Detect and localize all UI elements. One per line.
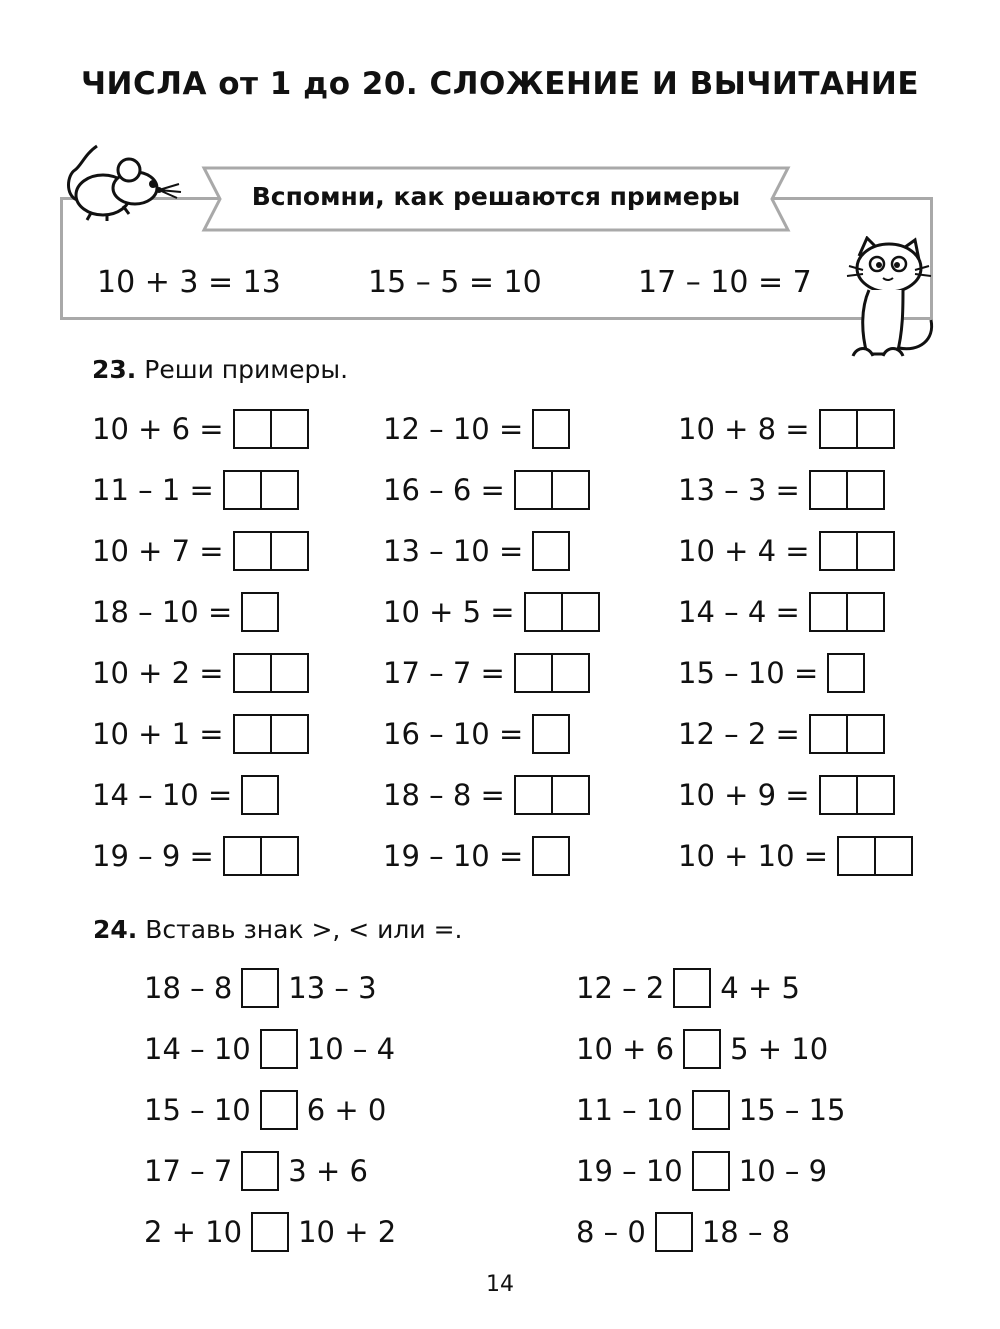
answer-box-two-digit[interactable] <box>233 653 309 693</box>
task-23-heading <box>92 355 348 384</box>
problem-23-2-6 <box>383 713 570 755</box>
hint-example-1: 10 + 3 = 13 <box>97 265 281 300</box>
task-23-text: Реши примеры. <box>144 355 349 384</box>
problem-23-1-4 <box>92 591 279 633</box>
problem-expression: 14 – 4 = <box>678 595 800 629</box>
problem-expression: 10 + 4 = <box>678 534 810 568</box>
problem-23-3-6 <box>678 713 885 755</box>
sign-box[interactable] <box>251 1212 289 1252</box>
answer-box-one-digit[interactable] <box>532 714 570 754</box>
task-24-text: Вставь знак >, < или =. <box>145 915 463 944</box>
problem-23-3-4 <box>678 591 885 633</box>
problem-23-3-1 <box>678 408 895 450</box>
answer-box-two-digit[interactable] <box>233 714 309 754</box>
comparison-24-1-1 <box>144 967 377 1009</box>
problem-expression: 12 – 2 = <box>678 717 800 751</box>
sign-box[interactable] <box>241 1151 279 1191</box>
problem-expression: 10 + 7 = <box>92 534 224 568</box>
problem-expression: 10 + 8 = <box>678 412 810 446</box>
problem-expression: 12 – 10 = <box>383 412 524 446</box>
answer-box-two-digit[interactable] <box>223 836 299 876</box>
mouse-illustration <box>63 140 193 225</box>
comparison-right: 3 + 6 <box>288 1154 368 1188</box>
problem-23-3-2 <box>678 469 885 511</box>
comparison-24-2-3 <box>576 1089 846 1131</box>
comparison-right: 10 – 4 <box>306 1032 396 1066</box>
answer-box-two-digit[interactable] <box>809 592 885 632</box>
problem-23-1-2 <box>92 469 299 511</box>
answer-box-two-digit[interactable] <box>514 775 590 815</box>
sign-box[interactable] <box>241 968 279 1008</box>
answer-box-two-digit[interactable] <box>524 592 600 632</box>
sign-box[interactable] <box>683 1029 721 1069</box>
answer-box-two-digit[interactable] <box>819 409 895 449</box>
hint-example-2: 15 – 5 = 10 <box>368 265 542 300</box>
problem-23-1-8 <box>92 835 299 877</box>
comparison-right: 18 – 8 <box>701 1215 791 1249</box>
page-number: 14 <box>486 1272 514 1297</box>
answer-box-one-digit[interactable] <box>241 775 279 815</box>
answer-box-two-digit[interactable] <box>819 531 895 571</box>
problem-expression: 17 – 7 = <box>383 656 505 690</box>
comparison-left: 17 – 7 <box>144 1154 233 1188</box>
sign-box[interactable] <box>673 968 711 1008</box>
problem-expression: 19 – 10 = <box>383 839 524 873</box>
comparison-left: 12 – 2 <box>576 971 665 1005</box>
problem-23-3-3 <box>678 530 895 572</box>
problem-23-3-7 <box>678 774 895 816</box>
problem-23-1-1 <box>92 408 309 450</box>
answer-box-two-digit[interactable] <box>223 470 299 510</box>
task-23-number: 23. <box>92 355 137 384</box>
answer-box-two-digit[interactable] <box>233 531 309 571</box>
problem-23-2-8 <box>383 835 570 877</box>
problem-23-2-2 <box>383 469 590 511</box>
sign-box[interactable] <box>655 1212 693 1252</box>
comparison-right: 6 + 0 <box>306 1093 387 1127</box>
comparison-left: 11 – 10 <box>576 1093 683 1127</box>
problem-23-3-8 <box>678 835 913 877</box>
comparison-24-1-4 <box>144 1150 368 1192</box>
problem-expression: 13 – 10 = <box>383 534 524 568</box>
problem-expression: 13 – 3 = <box>678 473 800 507</box>
problem-23-1-6 <box>92 713 309 755</box>
hint-banner-text: Вспомни, как решаются примеры <box>251 182 741 211</box>
comparison-24-2-4 <box>576 1150 827 1192</box>
problem-expression: 10 + 10 = <box>678 839 829 873</box>
problem-23-2-5 <box>383 652 590 694</box>
answer-box-two-digit[interactable] <box>809 470 885 510</box>
sign-box[interactable] <box>260 1090 298 1130</box>
answer-box-one-digit[interactable] <box>241 592 279 632</box>
problem-23-2-3 <box>383 530 570 572</box>
comparison-left: 8 – 0 <box>576 1215 646 1249</box>
task-24-number: 24. <box>93 915 138 944</box>
comparison-right: 5 + 10 <box>730 1032 829 1066</box>
problem-expression: 18 – 8 = <box>383 778 505 812</box>
problem-expression: 10 + 9 = <box>678 778 810 812</box>
problem-23-1-3 <box>92 530 309 572</box>
problem-expression: 18 – 10 = <box>92 595 233 629</box>
cat-illustration <box>843 236 943 364</box>
problem-expression: 14 – 10 = <box>92 778 233 812</box>
comparison-left: 14 – 10 <box>144 1032 251 1066</box>
problem-expression: 10 + 5 = <box>383 595 515 629</box>
comparison-left: 2 + 10 <box>144 1215 243 1249</box>
comparison-24-1-5 <box>144 1211 396 1253</box>
hint-example-3: 17 – 10 = 7 <box>638 265 812 300</box>
problem-23-2-7 <box>383 774 590 816</box>
comparison-24-2-1 <box>576 967 800 1009</box>
comparison-24-2-2 <box>576 1028 828 1070</box>
task-24-heading <box>93 915 463 944</box>
comparison-left: 18 – 8 <box>144 971 233 1005</box>
comparison-right: 13 – 3 <box>288 971 377 1005</box>
comparison-right: 4 + 5 <box>720 971 800 1005</box>
sign-box[interactable] <box>260 1029 298 1069</box>
answer-box-one-digit[interactable] <box>532 409 570 449</box>
problem-expression: 10 + 6 = <box>92 412 224 446</box>
problem-23-2-1 <box>383 408 570 450</box>
comparison-left: 19 – 10 <box>576 1154 683 1188</box>
answer-box-two-digit[interactable] <box>809 714 885 754</box>
comparison-24-1-3 <box>144 1089 386 1131</box>
problem-expression: 15 – 10 = <box>678 656 819 690</box>
comparison-right: 10 – 9 <box>738 1154 828 1188</box>
answer-box-one-digit[interactable] <box>532 836 570 876</box>
answer-box-one-digit[interactable] <box>532 531 570 571</box>
answer-box-one-digit[interactable] <box>827 653 865 693</box>
sign-box[interactable] <box>692 1090 730 1130</box>
page-title: ЧИСЛА от 1 до 20. СЛОЖЕНИЕ И ВЫЧИТАНИЕ <box>80 66 920 102</box>
answer-box-two-digit[interactable] <box>819 775 895 815</box>
comparison-left: 10 + 6 <box>576 1032 675 1066</box>
problem-expression: 16 – 10 = <box>383 717 524 751</box>
sign-box[interactable] <box>692 1151 730 1191</box>
comparison-24-2-5 <box>576 1211 790 1253</box>
answer-box-two-digit[interactable] <box>837 836 913 876</box>
problem-23-3-5 <box>678 652 865 694</box>
problem-23-1-7 <box>92 774 279 816</box>
comparison-24-1-2 <box>144 1028 395 1070</box>
answer-box-two-digit[interactable] <box>514 653 590 693</box>
answer-box-two-digit[interactable] <box>514 470 590 510</box>
comparison-left: 15 – 10 <box>144 1093 251 1127</box>
comparison-right: 15 – 15 <box>738 1093 846 1127</box>
problem-expression: 11 – 1 = <box>92 473 214 507</box>
problem-expression: 19 – 9 = <box>92 839 214 873</box>
problem-23-1-5 <box>92 652 309 694</box>
problem-expression: 10 + 2 = <box>92 656 224 690</box>
answer-box-two-digit[interactable] <box>233 409 309 449</box>
problem-expression: 16 – 6 = <box>383 473 505 507</box>
problem-23-2-4 <box>383 591 600 633</box>
comparison-right: 10 + 2 <box>298 1215 397 1249</box>
problem-expression: 10 + 1 = <box>92 717 224 751</box>
